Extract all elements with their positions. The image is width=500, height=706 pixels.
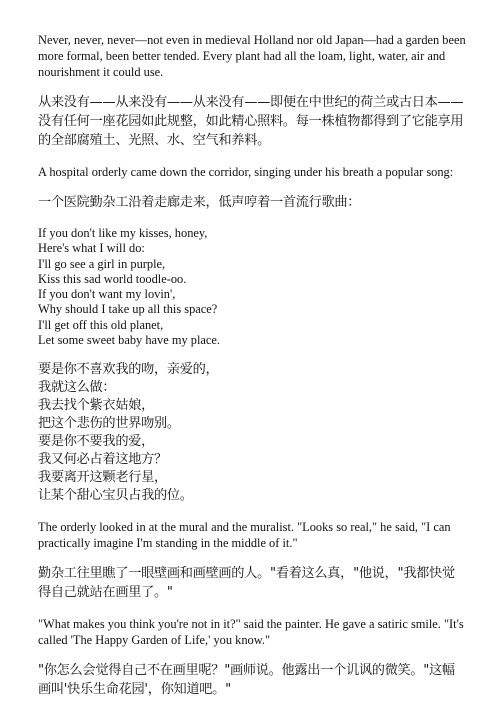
paragraph-zh-2: 一个医院勤杂工沿着走廊走来，低声哼着一首流行歌曲： — [38, 195, 361, 210]
paragraph-zh-4: "你怎么会觉得自己不在画里呢？"画师说。他露出一个讥讽的微笑。"这幅画叫'快乐生命花园'，你知道吧。" — [38, 663, 455, 698]
document-page — [38, 32, 466, 699]
paragraph-en-3: The orderly looked in at the mural and the muralist. "Looks so real," he said, "I can practically imagine I'm standing in the middle of it." — [38, 520, 451, 551]
song-verse-en: If you don't like my kisses, honey, Here's what I will do: I'll go see a girl in purple, Kiss this sad world toodle-oo. If you don't want my lovin', Why should I take up all this space? I'll get off this old planet, Let some sweet baby have my place. — [38, 226, 221, 348]
song-verse-zh: 要是你不喜欢我的吻，亲爱的， 我就这么做： 我去找个紫衣姑娘， 把这个悲伤的世界吻别。 要是你不要我的爱， 我又何必占着这地方？ 我要离开这颗老行星， 让某个甜心宝贝占我的位。 — [38, 362, 219, 504]
paragraph-en-4: "What makes you think you're not in it?" said the painter. He gave a satiric smile. "It's called 'The Happy Garden of Life,' you know." — [38, 617, 464, 648]
paragraph-en-1: Never, never, never—not even in medieval Holland nor old Japan—had a garden been more formal, been better tended. Every plant had all the loam, light, water, air and nourishment it could use. — [38, 33, 466, 79]
paragraph-en-2: A hospital orderly came down the corridor, singing under his breath a popular song: — [38, 165, 454, 179]
paragraph-zh-3: 勤杂工往里瞧了一眼壁画和画壁画的人。"看着这么真，"他说，"我都快觉得自己就站在画里了。" — [38, 566, 455, 601]
paragraph-zh-1: 从来没有——从来没有——从来没有——即便在中世纪的荷兰或古日本——没有任何一座花园如此规整，如此精心照料。每一株植物都得到了它能享用的全部腐殖土、光照、水、空气和养料。 — [38, 95, 464, 148]
